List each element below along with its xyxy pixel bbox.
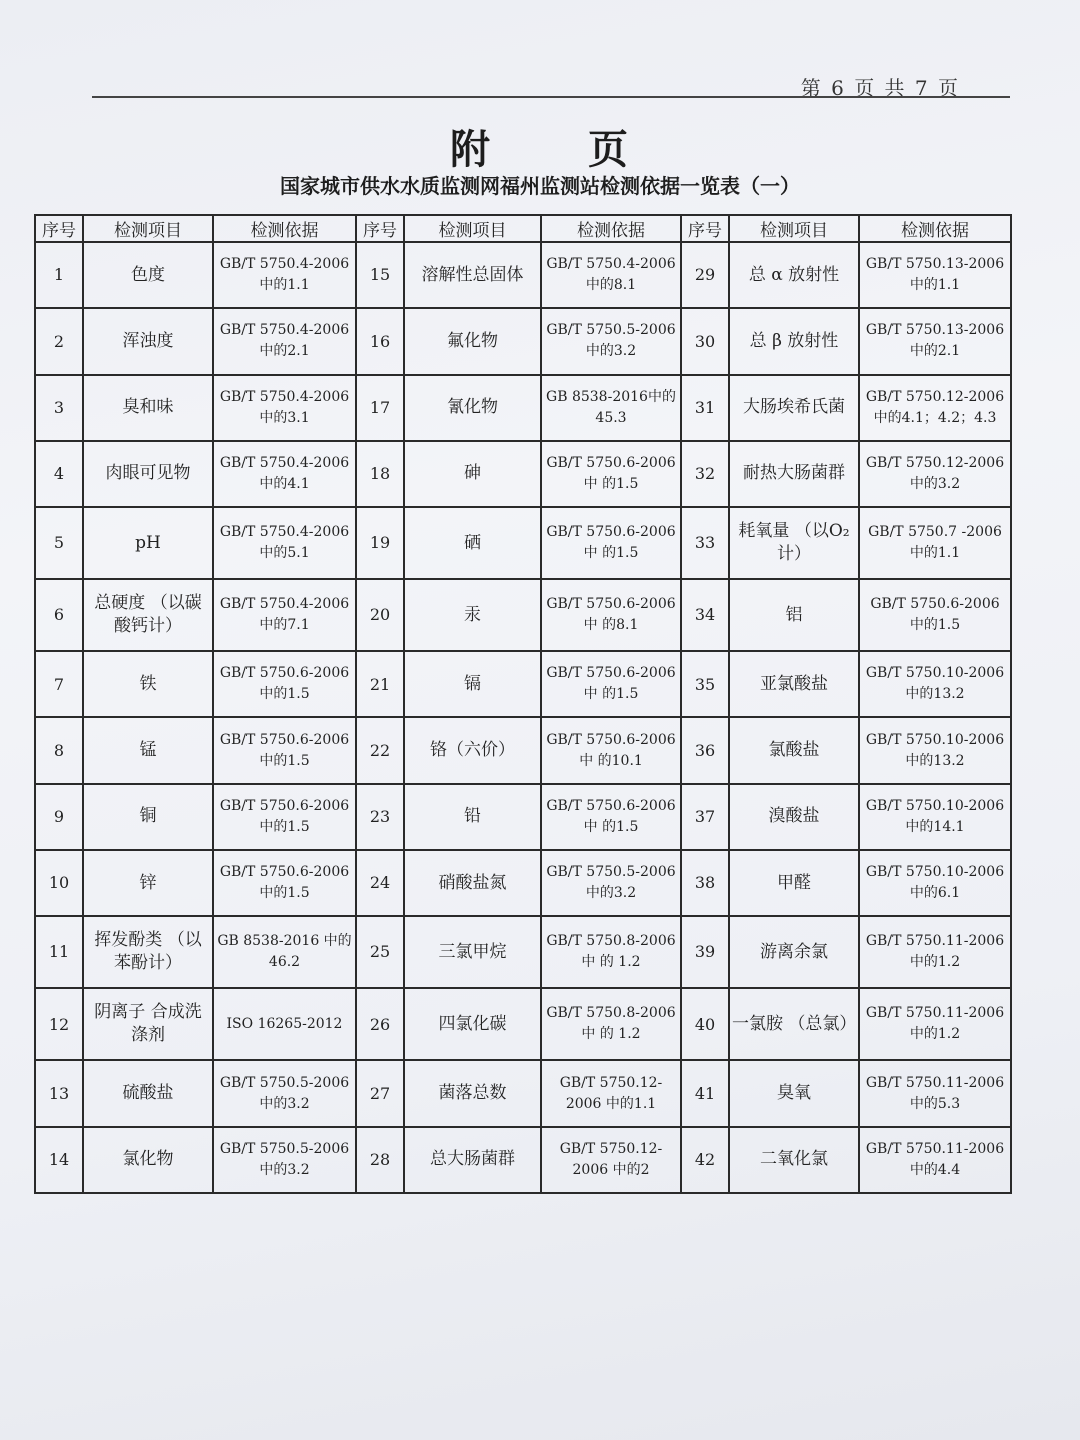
cell-basis: GB/T 5750.10-2006 中的13.2 <box>859 651 1011 717</box>
cell-basis: GB/T 5750.4-2006 中的5.1 <box>213 507 356 579</box>
cell-number: 23 <box>356 784 404 850</box>
cell-item: 砷 <box>404 441 541 507</box>
cell-number: 12 <box>35 988 83 1060</box>
cell-item: 汞 <box>404 579 541 651</box>
cell-basis: GB/T 5750.10-2006 中的13.2 <box>859 717 1011 783</box>
cell-basis: GB/T 5750.13-2006 中的2.1 <box>859 308 1011 374</box>
header-no-1: 序号 <box>35 215 83 242</box>
cell-number: 8 <box>35 717 83 783</box>
cell-basis: GB/T 5750.6-2006中 的1.5 <box>541 507 681 579</box>
table-row <box>35 784 1011 850</box>
cell-item: 溴酸盐 <box>729 784 859 850</box>
cell-basis: GB/T 5750.8-2006中 的 1.2 <box>541 916 681 988</box>
cell-basis: GB/T 5750.6-2006 中的1.5 <box>213 717 356 783</box>
cell-item: 菌落总数 <box>404 1060 541 1126</box>
cell-number: 3 <box>35 375 83 441</box>
cell-basis: GB/T 5750.11-2006 中的1.2 <box>859 916 1011 988</box>
cell-item: 耗氧量 （以O₂计） <box>729 507 859 579</box>
cell-basis: GB/T 5750.4-2006 中的1.1 <box>213 242 356 308</box>
cell-basis: GB/T 5750.6-2006中 的10.1 <box>541 717 681 783</box>
table-header-row <box>35 215 1011 242</box>
cell-number: 36 <box>681 717 729 783</box>
header-no-3: 序号 <box>681 215 729 242</box>
cell-item: 甲醛 <box>729 850 859 916</box>
cell-number: 30 <box>681 308 729 374</box>
cell-item: 肉眼可见物 <box>83 441 213 507</box>
cell-number: 29 <box>681 242 729 308</box>
cell-basis: GB/T 5750.5-2006 中的3.2 <box>213 1060 356 1126</box>
table-row <box>35 507 1011 579</box>
table-row <box>35 651 1011 717</box>
table-row <box>35 579 1011 651</box>
cell-number: 25 <box>356 916 404 988</box>
cell-item: 耐热大肠菌群 <box>729 441 859 507</box>
table-row <box>35 375 1011 441</box>
cell-basis: GB/T 5750.13-2006 中的1.1 <box>859 242 1011 308</box>
cell-item: 铝 <box>729 579 859 651</box>
cell-item: 四氯化碳 <box>404 988 541 1060</box>
cell-basis: GB/T 5750.4-2006 中的2.1 <box>213 308 356 374</box>
cell-item: 铅 <box>404 784 541 850</box>
cell-item: 氰化物 <box>404 375 541 441</box>
cell-number: 7 <box>35 651 83 717</box>
cell-number: 38 <box>681 850 729 916</box>
cell-basis: GB/T 5750.6-2006 中的1.5 <box>859 579 1011 651</box>
header-no-2: 序号 <box>356 215 404 242</box>
table-row <box>35 988 1011 1060</box>
cell-basis: GB/T 5750.6-2006中 的8.1 <box>541 579 681 651</box>
cell-number: 26 <box>356 988 404 1060</box>
cell-number: 41 <box>681 1060 729 1126</box>
cell-item: 锌 <box>83 850 213 916</box>
table-row <box>35 1060 1011 1126</box>
cell-basis: GB/T 5750.5-2006 中的3.2 <box>541 308 681 374</box>
cell-number: 11 <box>35 916 83 988</box>
cell-number: 40 <box>681 988 729 1060</box>
cell-item: 三氯甲烷 <box>404 916 541 988</box>
cell-item: 阴离子 合成洗涤剂 <box>83 988 213 1060</box>
cell-basis: GB/T 5750.10-2006 中的14.1 <box>859 784 1011 850</box>
cell-basis: GB/T 5750.4-2006 中的8.1 <box>541 242 681 308</box>
cell-number: 6 <box>35 579 83 651</box>
cell-basis: GB/T 5750.4-2006 中的4.1 <box>213 441 356 507</box>
cell-basis: GB/T 5750.10-2006 中的6.1 <box>859 850 1011 916</box>
cell-basis: GB/T 5750.4-2006 中的3.1 <box>213 375 356 441</box>
cell-item: 挥发酚类 （以苯酚计） <box>83 916 213 988</box>
cell-number: 42 <box>681 1127 729 1193</box>
cell-number: 35 <box>681 651 729 717</box>
cell-item: 硝酸盐氮 <box>404 850 541 916</box>
header-basis-1: 检测依据 <box>213 215 356 242</box>
header-rule <box>92 96 1010 98</box>
cell-item: 氟化物 <box>404 308 541 374</box>
cell-number: 20 <box>356 579 404 651</box>
cell-basis: GB/T 5750.6-2006中 的1.5 <box>541 651 681 717</box>
cell-basis: GB/T 5750.11-2006 中的5.3 <box>859 1060 1011 1126</box>
cell-number: 2 <box>35 308 83 374</box>
cell-basis: GB/T 5750.12-2006 中的1.1 <box>541 1060 681 1126</box>
cell-number: 33 <box>681 507 729 579</box>
header-basis-2: 检测依据 <box>541 215 681 242</box>
cell-item: 臭和味 <box>83 375 213 441</box>
cell-item: pH <box>83 507 213 579</box>
cell-number: 18 <box>356 441 404 507</box>
cell-number: 28 <box>356 1127 404 1193</box>
cell-number: 4 <box>35 441 83 507</box>
cell-number: 39 <box>681 916 729 988</box>
cell-number: 21 <box>356 651 404 717</box>
cell-number: 22 <box>356 717 404 783</box>
cell-item: 浑浊度 <box>83 308 213 374</box>
cell-basis: GB/T 5750.12-2006 中的3.2 <box>859 441 1011 507</box>
cell-basis: GB 8538-2016 中的46.2 <box>213 916 356 988</box>
cell-basis: GB/T 5750.6-2006 中的1.5 <box>213 651 356 717</box>
cell-item: 总硬度 （以碳酸钙计） <box>83 579 213 651</box>
cell-number: 1 <box>35 242 83 308</box>
cell-number: 37 <box>681 784 729 850</box>
cell-item: 游离余氯 <box>729 916 859 988</box>
cell-item: 氯酸盐 <box>729 717 859 783</box>
cell-basis: GB/T 5750.12-2006 中的2 <box>541 1127 681 1193</box>
cell-item: 总 α 放射性 <box>729 242 859 308</box>
header-item-3: 检测项目 <box>729 215 859 242</box>
cell-number: 13 <box>35 1060 83 1126</box>
cell-basis: GB/T 5750.4-2006 中的7.1 <box>213 579 356 651</box>
cell-item: 臭氧 <box>729 1060 859 1126</box>
cell-basis: GB/T 5750.5-2006 中的3.2 <box>213 1127 356 1193</box>
table-row <box>35 916 1011 988</box>
cell-number: 5 <box>35 507 83 579</box>
cell-basis: GB/T 5750.11-2006 中的4.4 <box>859 1127 1011 1193</box>
cell-number: 31 <box>681 375 729 441</box>
cell-number: 15 <box>356 242 404 308</box>
table-row <box>35 717 1011 783</box>
basis-table <box>34 214 1012 1194</box>
page-number: 第 6 页 共 7 页 <box>800 76 960 100</box>
cell-basis: GB/T 5750.8-2006中 的 1.2 <box>541 988 681 1060</box>
header-item-2: 检测项目 <box>404 215 541 242</box>
cell-item: 锰 <box>83 717 213 783</box>
header-item-1: 检测项目 <box>83 215 213 242</box>
cell-item: 溶解性总固体 <box>404 242 541 308</box>
cell-basis: GB 8538-2016中的 45.3 <box>541 375 681 441</box>
cell-basis: GB/T 5750.6-2006 中的1.5 <box>213 784 356 850</box>
cell-basis: ISO 16265-2012 <box>213 988 356 1060</box>
cell-number: 27 <box>356 1060 404 1126</box>
cell-number: 10 <box>35 850 83 916</box>
cell-number: 19 <box>356 507 404 579</box>
cell-item: 氯化物 <box>83 1127 213 1193</box>
table-row <box>35 242 1011 308</box>
cell-item: 铬（六价） <box>404 717 541 783</box>
cell-basis: GB/T 5750.11-2006 中的1.2 <box>859 988 1011 1060</box>
cell-item: 镉 <box>404 651 541 717</box>
cell-item: 总 β 放射性 <box>729 308 859 374</box>
cell-item: 硫酸盐 <box>83 1060 213 1126</box>
header-basis-3: 检测依据 <box>859 215 1011 242</box>
cell-basis: GB/T 5750.6-2006 中的1.5 <box>213 850 356 916</box>
page-title: 附 页 <box>450 126 670 173</box>
table-row <box>35 1127 1011 1193</box>
cell-basis: GB/T 5750.7 -2006 中的1.1 <box>859 507 1011 579</box>
cell-item: 总大肠菌群 <box>404 1127 541 1193</box>
cell-number: 32 <box>681 441 729 507</box>
cell-item: 亚氯酸盐 <box>729 651 859 717</box>
cell-number: 9 <box>35 784 83 850</box>
cell-item: 色度 <box>83 242 213 308</box>
cell-item: 铁 <box>83 651 213 717</box>
table-row <box>35 308 1011 374</box>
cell-basis: GB/T 5750.12-2006 中的4.1；4.2；4.3 <box>859 375 1011 441</box>
cell-basis: GB/T 5750.6-2006中 的1.5 <box>541 784 681 850</box>
cell-item: 二氧化氯 <box>729 1127 859 1193</box>
table-row <box>35 441 1011 507</box>
cell-number: 24 <box>356 850 404 916</box>
cell-item: 硒 <box>404 507 541 579</box>
cell-number: 14 <box>35 1127 83 1193</box>
cell-number: 16 <box>356 308 404 374</box>
cell-number: 34 <box>681 579 729 651</box>
cell-number: 17 <box>356 375 404 441</box>
cell-item: 一氯胺 （总氯） <box>729 988 859 1060</box>
cell-basis: GB/T 5750.6-2006中 的1.5 <box>541 441 681 507</box>
cell-item: 铜 <box>83 784 213 850</box>
table-subtitle: 国家城市供水水质监测网福州监测站检测依据一览表（一） <box>280 174 800 198</box>
table-row <box>35 850 1011 916</box>
cell-basis: GB/T 5750.5-2006 中的3.2 <box>541 850 681 916</box>
table-body <box>35 242 1011 1193</box>
cell-item: 大肠埃希氏菌 <box>729 375 859 441</box>
